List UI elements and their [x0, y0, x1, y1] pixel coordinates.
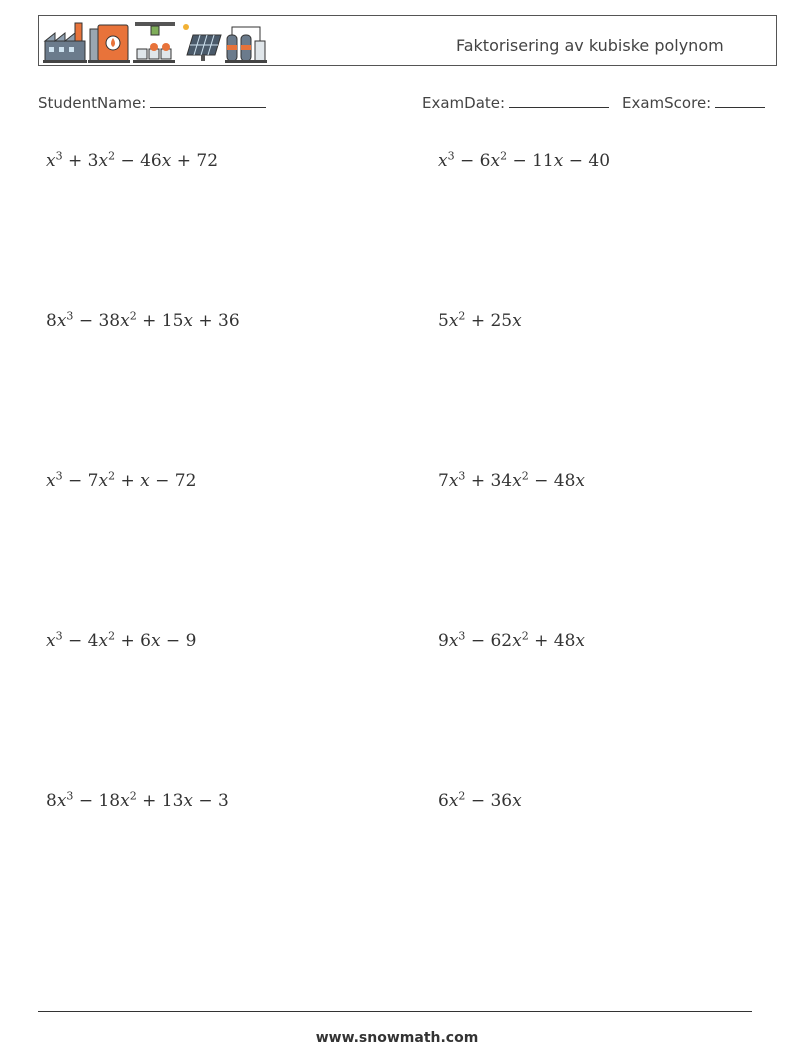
exponent: 3 — [458, 629, 466, 643]
variable: x — [438, 151, 448, 171]
variable: x — [98, 631, 109, 651]
variable: x — [183, 791, 193, 811]
exam-score-field — [622, 93, 765, 112]
exam-date-blank — [509, 93, 609, 108]
term-text: + 6 — [115, 631, 151, 651]
variable: x — [512, 791, 522, 811]
exponent: 3 — [66, 789, 74, 803]
footer-divider — [38, 1011, 752, 1012]
variable: x — [448, 631, 459, 651]
variable: x — [56, 311, 67, 331]
term-text: + 3 — [62, 151, 99, 171]
variable: x — [448, 311, 459, 331]
term-text: − 4 — [62, 631, 99, 651]
variable: x — [98, 471, 109, 491]
term-text: − 40 — [563, 151, 611, 171]
term-text: + 25 — [465, 311, 513, 331]
problem-4 — [438, 311, 522, 331]
student-name-label: StudentName: — [38, 94, 147, 112]
term-text: 7 — [438, 471, 449, 491]
variable: x — [98, 151, 109, 171]
term-text: − 9 — [160, 631, 197, 651]
exponent: 3 — [458, 469, 466, 483]
exponent: 3 — [66, 309, 74, 323]
variable: x — [161, 151, 172, 171]
worksheet-title: Faktorisering av kubiske polynom — [456, 36, 724, 55]
term-text: − 62 — [465, 631, 513, 651]
term-text: + 36 — [192, 311, 240, 331]
problem-9 — [46, 791, 229, 811]
variable: x — [46, 151, 56, 171]
exponent: 2 — [129, 309, 137, 323]
student-name-field — [38, 93, 266, 112]
exam-date-field — [422, 93, 609, 112]
problem-3 — [46, 311, 240, 331]
exponent: 2 — [108, 629, 116, 643]
variable: x — [46, 471, 56, 491]
exponent: 2 — [521, 629, 529, 643]
exponent: 2 — [129, 789, 137, 803]
term-text: 5 — [438, 311, 449, 331]
exponent: 2 — [500, 149, 508, 163]
term-text: − 38 — [73, 311, 121, 331]
problem-8 — [438, 631, 585, 651]
exponent: 2 — [458, 309, 466, 323]
exponent: 2 — [108, 469, 116, 483]
problem-5 — [46, 471, 196, 491]
exam-date-label: ExamDate: — [422, 94, 506, 112]
footer-url: www.snowmath.com — [315, 1030, 479, 1046]
factory-icon — [43, 23, 87, 63]
term-text: − 6 — [454, 151, 491, 171]
term-text: 6 — [438, 791, 449, 811]
header-illustration — [43, 19, 269, 64]
variable: x — [448, 471, 459, 491]
variable: x — [120, 311, 130, 331]
exponent: 2 — [458, 789, 466, 803]
term-text: + 15 — [136, 311, 184, 331]
worksheet-header — [38, 15, 777, 66]
term-text: − 46 — [115, 151, 162, 171]
exam-score-label: ExamScore: — [622, 94, 712, 112]
solar-panel-icon — [183, 24, 221, 61]
exam-score-blank — [715, 93, 765, 108]
assembly-line-icon — [133, 22, 175, 63]
variable: x — [490, 151, 501, 171]
variable: x — [56, 791, 67, 811]
problem-2 — [438, 151, 610, 171]
variable: x — [150, 631, 161, 651]
variable: x — [512, 471, 522, 491]
exponent: 3 — [447, 149, 455, 163]
variable: x — [183, 311, 193, 331]
term-text: 9 — [438, 631, 449, 651]
problem-6 — [438, 471, 585, 491]
exponent: 3 — [55, 629, 63, 643]
problem-1 — [46, 151, 218, 171]
term-text: 8 — [46, 791, 57, 811]
exponent: 3 — [55, 469, 63, 483]
term-text: + — [115, 471, 141, 491]
term-text: + 72 — [171, 151, 219, 171]
term-text: − 48 — [528, 471, 576, 491]
variable: x — [575, 471, 585, 491]
term-text: + 34 — [465, 471, 513, 491]
variable: x — [553, 151, 564, 171]
oil-barrel-icon — [88, 25, 130, 63]
term-text: − 36 — [465, 791, 513, 811]
exponent: 3 — [55, 149, 63, 163]
gas-tanks-icon — [225, 27, 267, 63]
problem-7 — [46, 631, 196, 651]
variable: x — [512, 631, 522, 651]
term-text: + 13 — [136, 791, 184, 811]
term-text: − 3 — [192, 791, 229, 811]
term-text: + 48 — [528, 631, 576, 651]
term-text: − 7 — [62, 471, 99, 491]
term-text: − 18 — [73, 791, 121, 811]
term-text: 8 — [46, 311, 57, 331]
variable: x — [140, 471, 150, 491]
student-name-blank — [150, 93, 266, 108]
variable: x — [120, 791, 130, 811]
exponent: 2 — [108, 149, 116, 163]
variable: x — [575, 631, 585, 651]
term-text: − 72 — [149, 471, 197, 491]
problem-10 — [438, 791, 522, 811]
variable: x — [448, 791, 459, 811]
exponent: 2 — [521, 469, 529, 483]
term-text: − 11 — [507, 151, 554, 171]
variable: x — [46, 631, 56, 651]
variable: x — [512, 311, 522, 331]
